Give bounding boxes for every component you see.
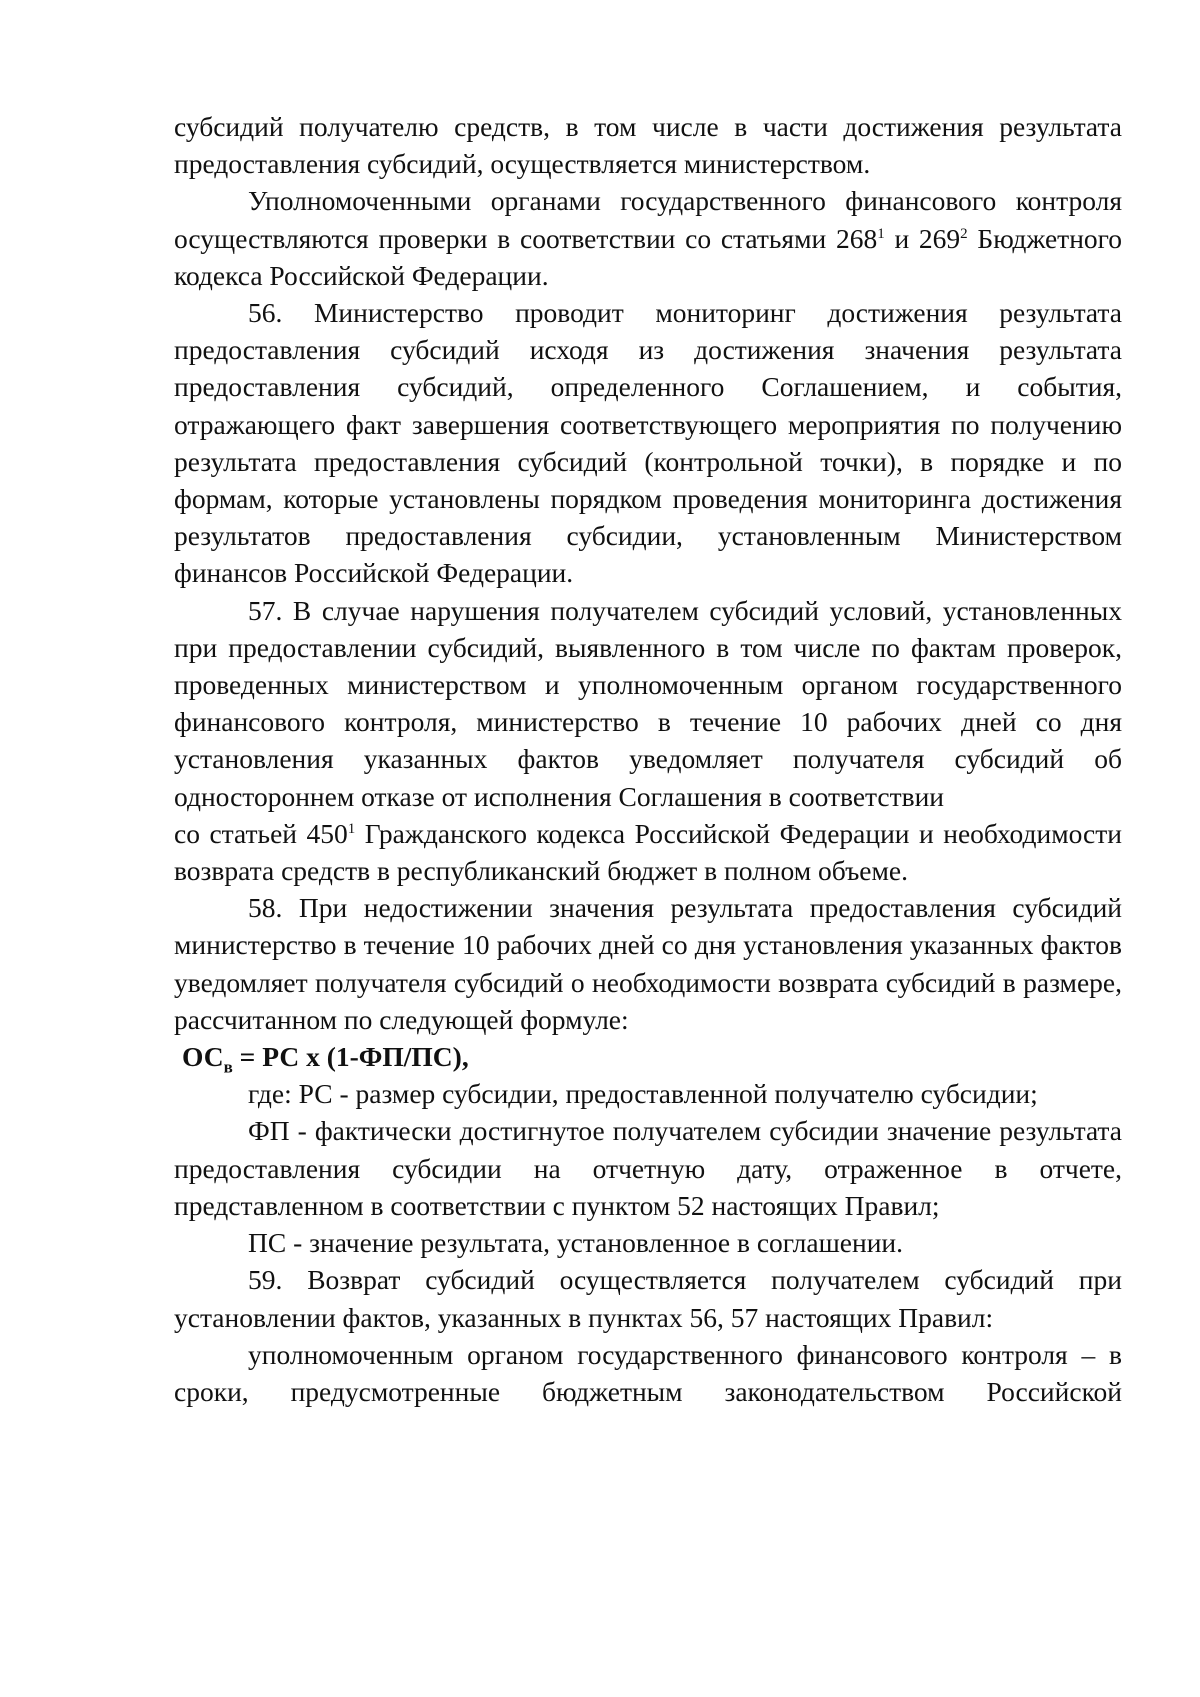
text-run: и 269 [884,222,961,254]
text-run: Бюджетного кодекса Российской Федерации. [174,222,1123,291]
paragraph-57-continuation [174,815,1122,889]
paragraph-59-item: уполномоченным органом государственного финансового контроля – в сроки, предусмотренные бюджетным законодательством Российской [174,1338,1122,1407]
formula-rhs: = РС х (1-ФП/ПС), [232,1041,469,1073]
paragraph-56: 56. Министерство проводит мониторинг достижения результата предоставления субсидий исходя из достижения значения результата предоставления субсидий, определенного Соглашением, и события, отражающего факт завершения соответствующего мероприятия по получению результата предоставления субсидий (контрольной точки), в порядке и по формам, которые установлены порядком проведения мониторинга достижения результатов предоставления субсидии, установленным Министерством финансов Российской Федерации. [174,297,1122,589]
text-run: Гражданского кодекса Российской Федерации и необходимости возврата средств в республиканский бюджет в полном объеме. [174,817,1122,887]
paragraph-definition-rs: где: РС - размер субсидии, предоставленной получателю субсидии; [248,1078,1038,1110]
superscript: 2 [960,225,968,242]
formula-lhs: ОС [182,1041,224,1073]
superscript: 1 [877,225,885,242]
paragraph-59: 59. Возврат субсидий осуществляется получателем субсидий при установлении фактов, указанных в пунктах 56, 57 настоящих Правил: [174,1264,1122,1333]
document-page [174,108,1122,1410]
text-run: со статьей 450 [174,817,348,849]
paragraph-definition-fp: ФП - фактически достигнутое получателем субсидии значение результата предоставления субсидии на отчетную дату, отраженное в отчете, представленном в соответствии с пунктом 52 настоящих Правил; [174,1115,1122,1221]
paragraph-financial-control [174,182,1122,294]
formula [174,1038,1122,1075]
paragraph-continuation: субсидий получателю средств, в том числе в части достижения результата предоставления субсидий, осуществляется министерством. [174,111,1122,180]
formula-subscript: в [223,1057,233,1077]
paragraph-57: 57. В случае нарушения получателем субсидий условий, установленных при предоставлении субсидий, выявленного в том числе по фактам проверок, проведенных министерством и уполномоченным органом государственного финансового контроля, министерство в течение 10 рабочих дней со дня установления указанных фактов уведомляет получателя субсидий об одностороннем отказе от исполнения Соглашения в соответствии [174,594,1122,812]
text-run: Уполномоченными органами государственного финансового контроля осуществляются проверки в соответствии со статьями 268 [174,185,1122,254]
paragraph-definition-ps: ПС - значение результата, установленное в соглашении. [248,1227,904,1259]
paragraph-58: 58. При недостижении значения результата предоставления субсидий министерство в течение 10 рабочих дней со дня установления указанных фактов уведомляет получателя субсидий о необходимости возврата субсидий в размере, рассчитанном по следующей формуле: [174,892,1122,1035]
superscript: 1 [347,820,356,837]
